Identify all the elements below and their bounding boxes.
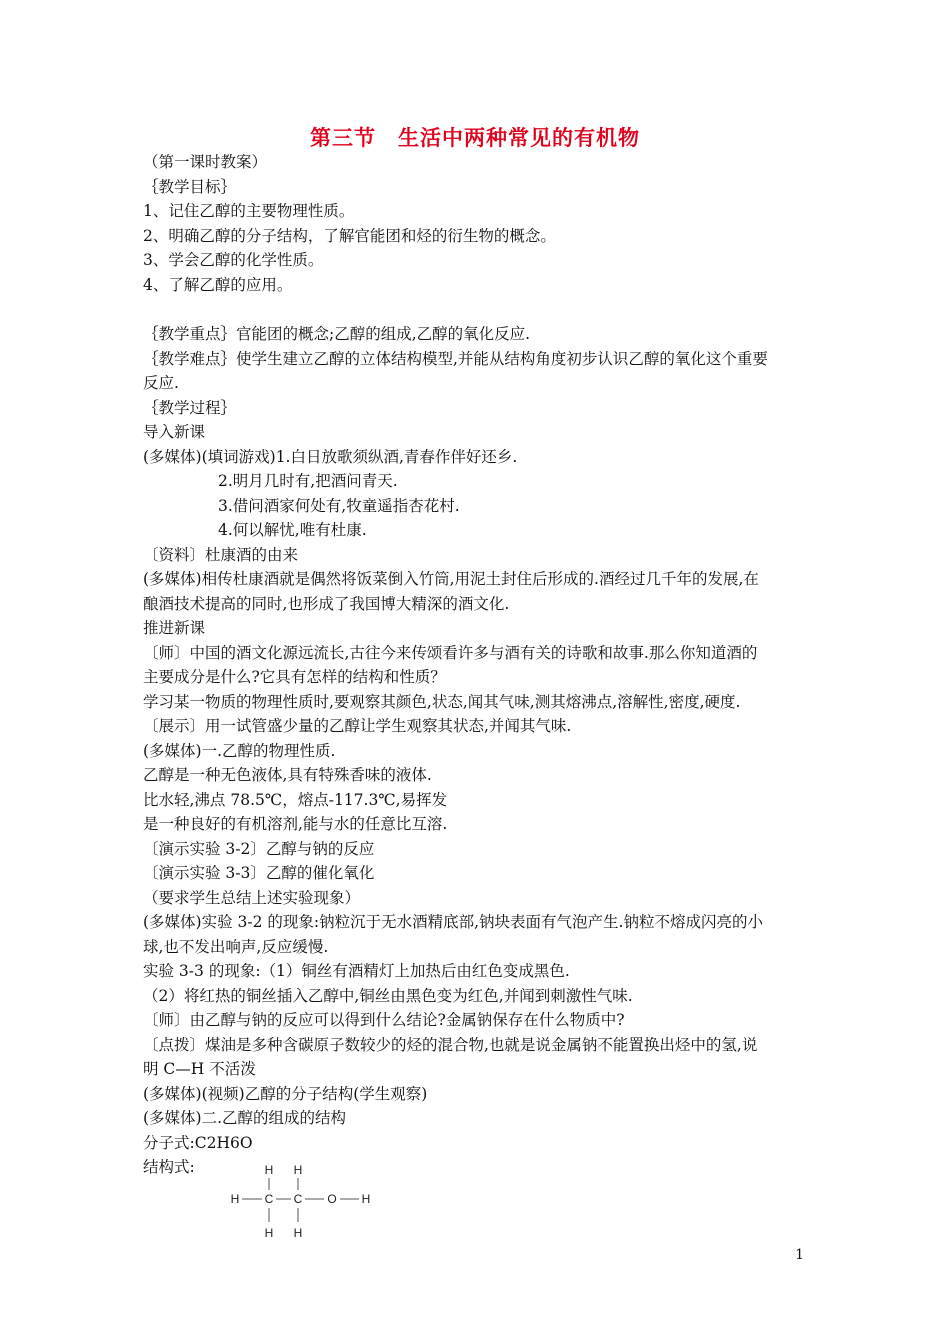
text-line: 〔师〕中国的酒文化源远流长,古往今来传颂看许多与酒有关的诗歌和故事.那么你知道酒的 — [143, 644, 758, 662]
text-line: 分子式:C2H6O — [143, 1134, 253, 1152]
formula-atom: C — [293, 1192, 303, 1206]
text-line: 3.借问酒家何处有,牧童遥指杏花村. — [218, 497, 460, 515]
text-line: 〔展示〕用一试管盛少量的乙醇让学生观察其状态,并闻其气味. — [143, 717, 572, 735]
text-line: (多媒体)(填词游戏)1.白日放歌须纵酒,青春作伴好还乡. — [143, 448, 518, 466]
text-line: （要求学生总结上述实验现象） — [143, 889, 361, 907]
text-line: 明 C—H 不活泼 — [143, 1060, 256, 1078]
text-line: （第一课时教案） — [143, 153, 268, 171]
text-line: ｛教学目标｝ — [143, 178, 237, 196]
text-line: 〔点拨〕煤油是多种含碳原子数较少的烃的混合物,也就是说金属钠不能置换出烃中的氢,说 — [143, 1036, 758, 1054]
text-line: (多媒体)实验 3-2 的现象:钠粒沉于无水酒精底部,钠块表面有气泡产生.钠粒不熔成闪亮的小 — [143, 913, 763, 931]
text-line: 2、明确乙醇的分子结构，了解官能团和烃的衍生物的概念。 — [143, 227, 556, 245]
text-line: ｛教学过程｝ — [143, 399, 237, 417]
text-line: 3、学会乙醇的化学性质。 — [143, 251, 324, 269]
text-line: 推进新课 — [143, 619, 206, 637]
text-line: (多媒体)(视频)乙醇的分子结构(学生观察) — [143, 1085, 428, 1103]
formula-atom: H — [264, 1226, 274, 1240]
text-line: 〔演示实验 3-2〕乙醇与钠的反应 — [143, 840, 375, 858]
page-title: 第三节 生活中两种常见的有机物 — [310, 126, 640, 150]
formula-atom: C — [264, 1192, 274, 1206]
text-line: 是一种良好的有机溶剂,能与水的任意比互溶. — [143, 815, 448, 833]
text-line: 导入新课 — [143, 423, 206, 441]
text-line: 〔演示实验 3-3〕乙醇的催化氧化 — [143, 864, 375, 882]
text-line: 比水轻,沸点 78.5℃，熔点-117.3℃,易挥发 — [143, 791, 448, 809]
text-line: (多媒体)相传杜康酒就是偶然将饭菜倒入竹筒,用泥土封住后形成的.酒经过几千年的发展,在 — [143, 570, 759, 588]
text-line: 酿酒技术提高的同时,也形成了我国博大精深的酒文化. — [143, 595, 510, 613]
formula-atom: H — [293, 1226, 303, 1240]
text-line: 〔资料〕杜康酒的由来 — [143, 546, 299, 564]
page-number: 1 — [795, 1247, 804, 1263]
text-line: 主要成分是什么?它具有怎样的结构和性质？ — [143, 668, 446, 686]
text-line: 2.明月几时有,把酒问青天. — [218, 472, 398, 490]
formula-atom: H — [264, 1163, 274, 1177]
text-line: (多媒体)一.乙醇的物理性质. — [143, 742, 336, 760]
text-line: 学习某一物质的物理性质时,要观察其颜色,状态,闻其气味,测其熔沸点,溶解性,密度,硬度. — [143, 693, 741, 711]
text-line: (多媒体)二.乙醇的组成的结构 — [143, 1109, 347, 1127]
text-line: 结构式: — [143, 1158, 195, 1176]
text-line: 实验 3-3 的现象:（1）铜丝有酒精灯上加热后由红色变成黑色. — [143, 962, 570, 980]
formula-atom: O — [327, 1192, 337, 1206]
formula-atom: H — [293, 1163, 303, 1177]
text-line: ｛教学难点｝使学生建立乙醇的立体结构模型,并能从结构角度初步认识乙醇的氧化这个重要 — [143, 350, 768, 368]
text-line: 4、了解乙醇的应用。 — [143, 276, 293, 294]
formula-atom: H — [361, 1192, 371, 1206]
text-line: 反应. — [143, 374, 179, 392]
text-line: 1、记住乙醇的主要物理性质。 — [143, 202, 355, 220]
formula-atom: H — [230, 1192, 240, 1206]
ethanol-structural-formula — [226, 1162, 386, 1242]
text-line: 〔师〕由乙醇与钠的反应可以得到什么结论?金属钠保存在什么物质中? — [143, 1011, 625, 1029]
text-line: 4.何以解忧,唯有杜康. — [218, 521, 367, 539]
text-line: （2）将红热的铜丝插入乙醇中,铜丝由黑色变为红色,并闻到刺激性气味. — [143, 987, 633, 1005]
text-line: ｛教学重点｝官能团的概念;乙醇的组成,乙醇的氧化反应. — [143, 325, 531, 343]
text-line: 乙醇是一种无色液体,具有特殊香味的液体. — [143, 766, 432, 784]
text-line: 球,也不发出响声,反应缓慢. — [143, 938, 329, 956]
